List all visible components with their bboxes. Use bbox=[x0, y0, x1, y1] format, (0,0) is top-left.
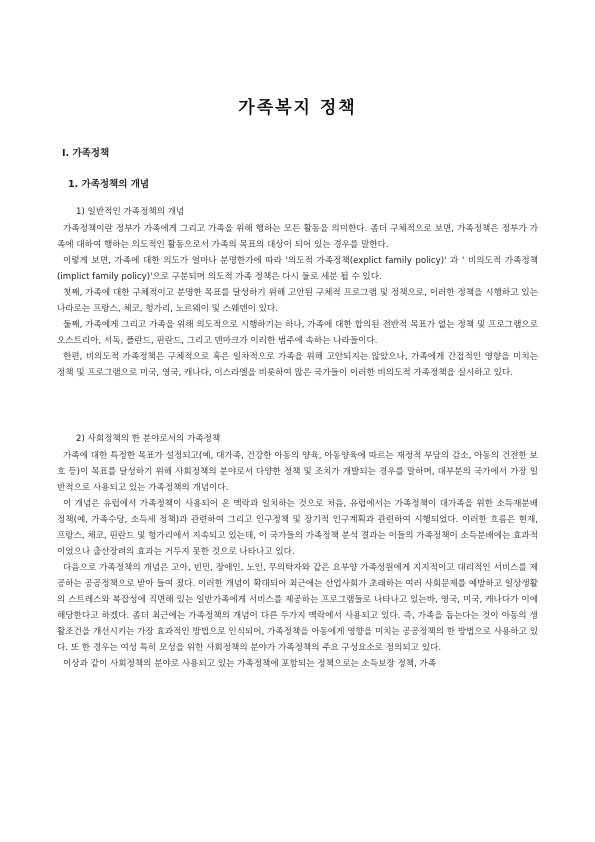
paragraph: 가족정책이란 정부가 가족에게 그리고 가족을 위해 행하는 모든 활동을 의미한다. 좀더 구체적으로 보면, 가족정책은 정부가 가족에 대하여 행하는 의도적인 활동으로서 가족의 목표의 대상이 되어 있는 경우를 말한다. bbox=[57, 224, 538, 250]
paragraph: 다음으로 가족정책의 개념은 고아, 빈민, 장애인, 노인, 무의탁자와 같은 요부양 가족성원에게 지지적이고 대리적인 서비스를 제공하는 공공정책으로 받아 들여 졌다. 이러한 개념이 확대되어 최근에는 산업사회가 초래하는 여러 사회문제를 예방하고 일상생활의 스트레스와 복잡성에 직면해 있는 일반가족에게 서비스를 제공하는 프로그램들로 나타나고 있는바, 영국, 미국, 캐나다가 이에 해당한다고 하겠다. 좀더 최근에는 가족정책의 개념이 다른 두가지 맥락에서 사용되고 있다. 즉, 가족을 돕는다는 것이 아동의 생활조건을 개선시키는 가장 효과적인 방법으로 인식되어, 가족정책을 아동에게 영향을 미치는 공공정책의 한 방법으로 사용하고 있다. 또 한 경우는 여성 특히 모성을 위한 사회정책의 분야가 가족정책의 주요 구성요소로 정의되고 있다. bbox=[57, 563, 538, 653]
paragraph: 한편, 비의도적 가족정책은 구체적으로 혹은 일차적으로 가족을 위해 고안되지는 않았으나, 가족에게 간접적인 영향을 미치는 정책 및 프로그램으로 미국, 영국, 캐나다, 이스라엘을 비롯하여 많은 국가들이 이러한 비의도적 가족정책을 실시하고 있다. bbox=[57, 352, 538, 378]
paragraph: 이 개념은 유럽에서 가족정책이 사용되어 온 맥락과 일치하는 것으로 처음, 유럽에서는 가족정책이 대가족을 위한 소득재분배 정책(예, 가족수당, 소득세 정책)과 관련하여 그리고 인구정책 및 장기적 인구계획과 관련하여 시행되었다. 이러한 흐름은 현재, 프랑스, 체코, 핀란드 및 헝가리에서 지속되고 있는데, 이 국가들의 가족정책 분석 결과는 이들의 가족정책이 소득분배에는 효과적이었으나 출산장려의 효과는 거두지 못한 것으로 나타나고 있다. bbox=[57, 499, 538, 557]
subsection-title: 2) 사회정책의 한 분야로서의 가족정책 bbox=[76, 434, 221, 444]
subsection-title: 1) 일반적인 가족정책의 개념 bbox=[76, 207, 185, 217]
document-title: 가족복지 정책 bbox=[238, 98, 357, 118]
subsection-social-policy bbox=[57, 431, 538, 672]
paragraph: 이상과 같이 사회정책의 분야로 사용되고 있는 가족정책에 포함되는 정책으로는 소득보장 정책, 가족 bbox=[63, 659, 437, 669]
subsection-general-concept bbox=[57, 204, 538, 381]
paragraph: 둘째, 가족에게 그리고 가족을 위해 의도적으로 시행하기는 하나, 가족에 대한 합의된 전반적 목표가 없는 정책 및 프로그램으로 오스트리아, 서독, 폴란드, 핀란드, 그리고 덴마크가 이러한 범주에 속하는 나라들이다. bbox=[57, 320, 538, 346]
subsection-heading: 1. 가족정책의 개념 bbox=[68, 179, 150, 190]
paragraph: 첫째, 가족에 대한 구체적이고 분명한 목표를 달성하기 위해 고안된 구체적 프로그램 및 정책으로, 이러한 정책을 시행하고 있는 나라로는 프랑스, 체코, 헝가리, 노르웨이 및 스웨덴이 있다. bbox=[57, 288, 538, 314]
section-heading: Ⅰ. 가족정책 bbox=[62, 148, 110, 159]
paragraph: 가족에 대한 특정한 목표가 설정되고(예, 대가족, 건강한 아동의 양육, 아동양육에 따르는 재정적 부담의 감소, 아동의 건전한 보호 등)이 목표를 달성하기 위해 사회정책의 분야로서 다양한 정책 및 조치가 개발되는 경우를 말하며, 대부분의 국가에서 가장 일반적으로 사용되고 있는 가족정책의 개념이다. bbox=[57, 451, 538, 493]
paragraph: 이렇게 보면, 가족에 대한 의도가 얼마나 분명한가에 따라 '의도적 가족정책(explict family policy)' 과 ' 비의도적 가족정책(implict family policy)'으로 구분되며 의도적 가족 정책은 다시 둘로 세분 될 수 있다. bbox=[57, 256, 538, 282]
